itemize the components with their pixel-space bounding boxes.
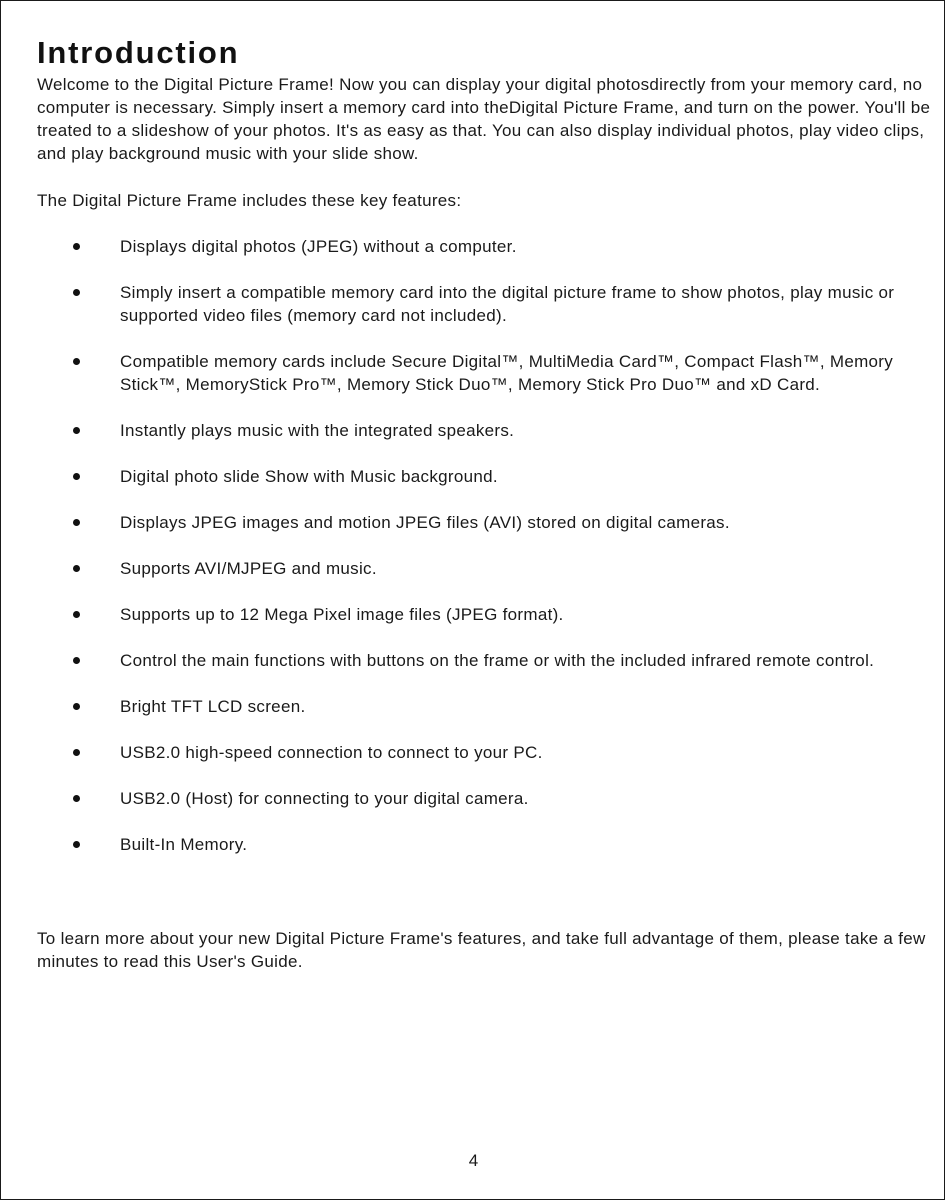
feature-text: Bright TFT LCD screen. xyxy=(120,697,306,716)
intro-paragraph: Welcome to the Digital Picture Frame! Now you can display your digital photosdirectly from your memory card, no computer is necessary. Simply insert a memory card into theDigital Picture Frame, and turn on the power. You'll be treated to a slideshow of your photos. It's as easy as that. You can also display individual photos, play video clips, and play background music with your slide show. xyxy=(37,75,931,163)
feature-item xyxy=(1,787,945,810)
feature-text: Digital photo slide Show with Music background. xyxy=(120,467,498,486)
bullet-icon xyxy=(73,289,80,296)
feature-text: USB2.0 high-speed connection to connect to your PC. xyxy=(120,743,543,762)
feature-text: Displays JPEG images and motion JPEG files (AVI) stored on digital cameras. xyxy=(120,513,730,532)
feature-item xyxy=(1,833,945,856)
feature-text: Control the main functions with buttons on the frame or with the included infrared remote control. xyxy=(120,651,875,670)
feature-text: Built-In Memory. xyxy=(120,835,248,854)
bullet-icon xyxy=(73,519,80,526)
feature-text: Supports up to 12 Mega Pixel image files (JPEG format). xyxy=(120,605,564,624)
feature-item xyxy=(1,465,945,488)
feature-text: Supports AVI/MJPEG and music. xyxy=(120,559,377,578)
page-number: 4 xyxy=(468,1151,479,1170)
closing-paragraph: To learn more about your new Digital Picture Frame's features, and take full advantage of them, please take a few minutes to read this User's Guide. xyxy=(37,929,926,971)
bullet-icon xyxy=(73,565,80,572)
feature-item xyxy=(1,350,945,396)
bullet-icon xyxy=(73,703,80,710)
bullet-icon xyxy=(73,795,80,802)
bullet-icon xyxy=(73,243,80,250)
features-list xyxy=(1,235,945,879)
bullet-icon xyxy=(73,358,80,365)
feature-item xyxy=(1,557,945,580)
feature-text: Displays digital photos (JPEG) without a computer. xyxy=(120,237,517,256)
feature-text: Simply insert a compatible memory card into the digital picture frame to show photos, play music or supported video files (memory card not included). xyxy=(120,283,895,325)
feature-item xyxy=(1,235,945,258)
feature-text: Compatible memory cards include Secure Digital™, MultiMedia Card™, Compact Flash™, Memory Stick™, MemoryStick Pro™, Memory Stick Duo™, Memory Stick Pro Duo™ and xD Card. xyxy=(120,352,894,394)
feature-item xyxy=(1,281,945,327)
feature-item xyxy=(1,695,945,718)
bullet-icon xyxy=(73,473,80,480)
feature-item xyxy=(1,649,945,672)
page-title: Introduction xyxy=(37,35,240,70)
feature-text: USB2.0 (Host) for connecting to your digital camera. xyxy=(120,789,529,808)
feature-item xyxy=(1,741,945,764)
bullet-icon xyxy=(73,841,80,848)
feature-text: Instantly plays music with the integrated speakers. xyxy=(120,421,515,440)
feature-item xyxy=(1,419,945,442)
bullet-icon xyxy=(73,749,80,756)
bullet-icon xyxy=(73,611,80,618)
feature-item xyxy=(1,603,945,626)
bullet-icon xyxy=(73,657,80,664)
features-lead-paragraph: The Digital Picture Frame includes these key features: xyxy=(37,191,462,210)
feature-item xyxy=(1,511,945,534)
bullet-icon xyxy=(73,427,80,434)
